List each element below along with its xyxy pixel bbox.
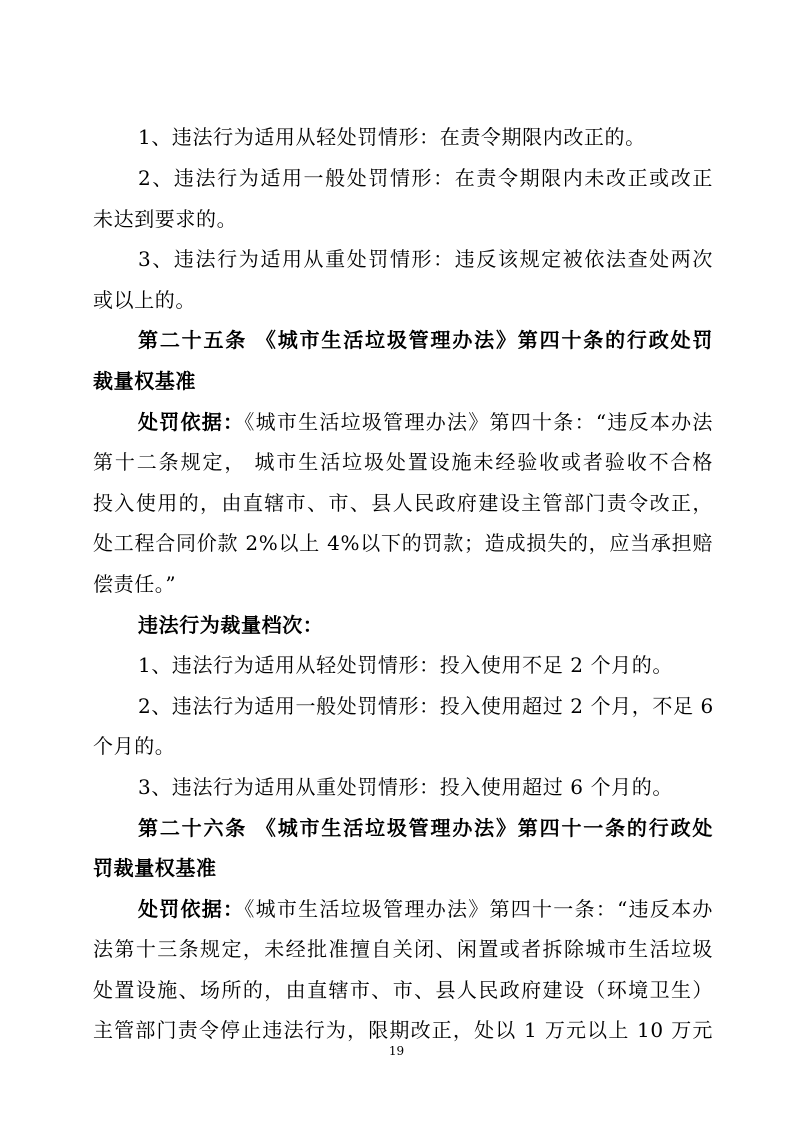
text-line: 处工程合同价款 2%以上 4%以下的罚款；造成损失的，应当承担赔 [93, 531, 713, 555]
basis-label: 处罚依据： [138, 410, 245, 434]
basis-text: 《城市生活垃圾管理办法》第四十条：“违反本办法 [244, 410, 713, 434]
text-line: 偿责任。” [93, 572, 177, 596]
basis-line [138, 407, 713, 437]
text-line: 3、违法行为适用从重处罚情形：违反该规定被依法查处两次 [138, 247, 713, 271]
page-number: 19 [388, 1044, 405, 1058]
text-line: 2、违法行为适用一般处罚情形：在责令期限内未改正或改正 [138, 166, 713, 190]
article-heading: 罚裁量权基准 [93, 856, 217, 880]
text-line: 3、违法行为适用从重处罚情形：投入使用超过 6 个月的。 [138, 775, 673, 799]
text-line: 未达到要求的。 [93, 207, 238, 231]
text-line: 处置设施、场所的，由直辖市、市、县人民政府建设（环境卫生） [93, 978, 713, 1002]
text-line: 1、违法行为适用从轻处罚情形：在责令期限内改正的。 [138, 125, 646, 149]
text-line: 法第十三条规定，未经批准擅自关闭、闲置或者拆除城市生活垃圾 [93, 937, 713, 961]
text-line: 2、违法行为适用一般处罚情形：投入使用超过 2 个月，不足 6 [138, 694, 714, 718]
text-line: 主管部门责令停止违法行为，限期改正，处以 1 万元以上 10 万元 [93, 1018, 713, 1042]
text-line: 1、违法行为适用从轻处罚情形：投入使用不足 2 个月的。 [138, 653, 673, 677]
basis-label: 处罚依据： [138, 897, 245, 921]
text-line: 第十二条规定， 城市生活垃圾处置设施未经验收或者验收不合格 [93, 450, 713, 474]
text-line: 或以上的。 [93, 288, 196, 312]
basis-line [138, 894, 713, 924]
article-heading: 第二十六条 《城市生活垃圾管理办法》第四十一条的行政处 [138, 816, 713, 840]
text-line: 个月的。 [93, 734, 176, 758]
text-line: 投入使用的，由直辖市、市、县人民政府建设主管部门责令改正， [93, 491, 713, 515]
level-label: 违法行为裁量档次： [138, 613, 324, 637]
article-heading: 裁量权基准 [93, 369, 196, 393]
article-heading: 第二十五条 《城市生活垃圾管理办法》第四十条的行政处罚 [138, 328, 713, 352]
basis-text: 《城市生活垃圾管理办法》第四十一条：“违反本办 [244, 897, 713, 921]
